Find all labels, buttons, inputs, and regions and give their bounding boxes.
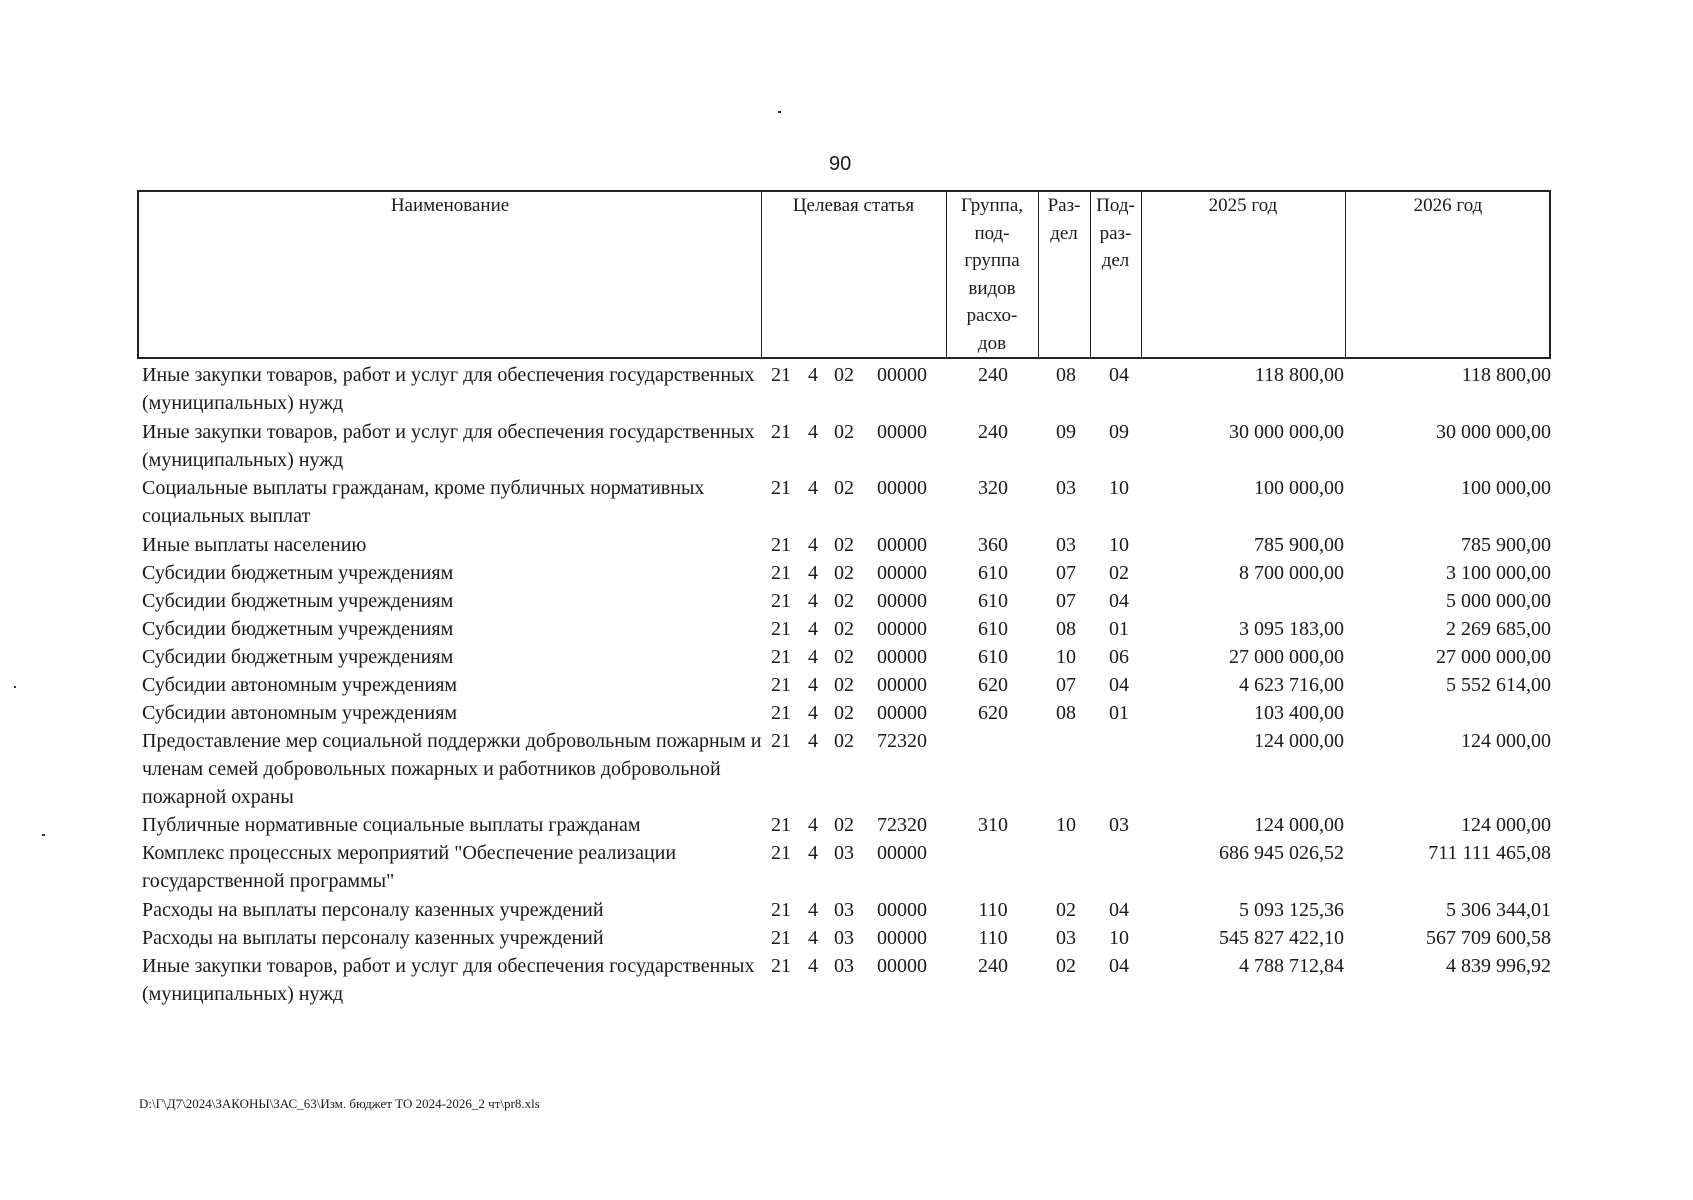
row-name: Иные закупки товаров, работ и услуг для обеспечения государственных (муниципальных) нужд [142,364,755,414]
row-name: Расходы на выплаты персоналу казенных учреждений [142,899,604,921]
target-code-1: 21 [771,618,791,640]
amount-2025: 4 623 716,00 [1239,674,1344,696]
target-code-2: 4 [808,927,818,949]
target-code-3: 02 [834,534,854,556]
section-code: 07 [1056,590,1076,612]
amount-2026: 5 552 614,00 [1446,674,1551,696]
amount-2025: 103 400,00 [1254,702,1344,724]
row-name: Субсидии бюджетным учреждениям [142,562,454,584]
target-code-4: 00000 [877,899,927,921]
target-code-1: 21 [771,534,791,556]
target-code-1: 21 [771,842,791,864]
subsection-code: 04 [1109,674,1129,696]
amount-2025: 27 000 000,00 [1229,646,1344,668]
amount-2025: 8 700 000,00 [1239,562,1344,584]
target-code-4: 00000 [877,534,927,556]
target-code-2: 4 [808,702,818,724]
table-row [0,952,1693,1005]
amount-2026: 100 000,00 [1461,477,1551,499]
subsection-code: 10 [1109,927,1129,949]
page-number: 90 [829,153,852,175]
table-row [0,924,1693,952]
amount-2026: 118 800,00 [1461,364,1551,386]
target-code-3: 02 [834,421,854,443]
target-code-4: 00000 [877,477,927,499]
amount-2026: 5 000 000,00 [1446,590,1551,612]
target-code-2: 4 [808,814,818,836]
amount-2026: 2 269 685,00 [1446,618,1551,640]
section-code: 03 [1056,477,1076,499]
target-code-2: 4 [808,674,818,696]
target-code-2: 4 [808,421,818,443]
table-row [0,811,1693,839]
expense-group: 320 [978,477,1008,499]
scan-speck [14,686,16,688]
target-code-3: 03 [834,955,854,977]
header-group: Группа, под- группа видов расхо- дов [960,195,1024,354]
target-code-4: 00000 [877,955,927,977]
row-name: Комплекс процессных мероприятий "Обеспечение реализации государственной программы" [142,842,677,892]
subsection-code: 03 [1109,814,1129,836]
target-code-4: 00000 [877,364,927,386]
amount-2025: 3 095 183,00 [1239,618,1344,640]
row-name: Расходы на выплаты персоналу казенных учреждений [142,927,604,949]
target-code-3: 02 [834,646,854,668]
target-code-4: 00000 [877,674,927,696]
expense-group: 360 [978,534,1008,556]
target-code-2: 4 [808,842,818,864]
target-code-1: 21 [771,421,791,443]
header-name: Наименование [390,195,510,216]
section-code: 09 [1056,421,1076,443]
header-target: Целевая статья [792,195,915,216]
amount-2026: 5 306 344,01 [1446,899,1551,921]
amount-2025: 4 788 712,84 [1239,955,1344,977]
row-name: Субсидии автономным учреждениям [142,702,458,724]
target-code-1: 21 [771,702,791,724]
row-name: Иные выплаты населению [142,534,367,556]
amount-2025: 118 800,00 [1254,364,1344,386]
amount-2026: 785 900,00 [1461,534,1551,556]
subsection-code: 01 [1109,702,1129,724]
table-row [0,643,1693,671]
target-code-2: 4 [808,730,818,752]
header-2026: 2026 год [1413,195,1483,216]
target-code-2: 4 [808,955,818,977]
section-code: 03 [1056,534,1076,556]
target-code-4: 72320 [877,730,927,752]
section-code: 07 [1056,674,1076,696]
scan-speck [778,111,781,113]
section-code: 03 [1056,927,1076,949]
subsection-code: 04 [1109,899,1129,921]
target-code-4: 00000 [877,842,927,864]
amount-2025: 545 827 422,10 [1219,927,1344,949]
subsection-code: 04 [1109,364,1129,386]
target-code-3: 02 [834,477,854,499]
subsection-code: 09 [1109,421,1129,443]
target-code-3: 02 [834,618,854,640]
row-name: Публичные нормативные социальные выплаты гражданам [142,814,641,836]
table-row [0,531,1693,559]
target-code-4: 72320 [877,814,927,836]
row-name: Субсидии автономным учреждениям [142,674,458,696]
amount-2025: 785 900,00 [1254,534,1344,556]
header-subsection: Под- раз- дел [1096,195,1135,271]
header-section: Раз- дел [1047,195,1081,244]
table-row [0,474,1693,527]
target-code-1: 21 [771,590,791,612]
expense-group: 240 [978,421,1008,443]
expense-group: 610 [978,618,1008,640]
amount-2025: 100 000,00 [1254,477,1344,499]
subsection-code: 10 [1109,534,1129,556]
amount-2026: 4 839 996,92 [1446,955,1551,977]
table-row [0,896,1693,924]
target-code-2: 4 [808,646,818,668]
table-header [137,190,1551,359]
subsection-code: 02 [1109,562,1129,584]
section-code: 08 [1056,702,1076,724]
row-name: Социальные выплаты гражданам, кроме публичных нормативных социальных выплат [142,477,705,527]
subsection-code: 01 [1109,618,1129,640]
amount-2026: 711 111 465,08 [1428,842,1551,864]
amount-2026: 124 000,00 [1461,730,1551,752]
target-code-1: 21 [771,646,791,668]
target-code-3: 03 [834,842,854,864]
subsection-code: 06 [1109,646,1129,668]
section-code: 08 [1056,618,1076,640]
table-row [0,361,1693,414]
row-name: Иные закупки товаров, работ и услуг для обеспечения государственных (муниципальных) нужд [142,421,755,471]
table-row [0,559,1693,587]
target-code-3: 02 [834,590,854,612]
target-code-2: 4 [808,590,818,612]
expense-group: 620 [978,702,1008,724]
subsection-code: 10 [1109,477,1129,499]
section-code: 02 [1056,899,1076,921]
target-code-1: 21 [771,927,791,949]
header-2025: 2025 год [1208,195,1278,216]
section-code: 10 [1056,814,1076,836]
target-code-4: 00000 [877,646,927,668]
target-code-2: 4 [808,534,818,556]
target-code-3: 02 [834,674,854,696]
amount-2026: 30 000 000,00 [1436,421,1551,443]
target-code-3: 02 [834,702,854,724]
target-code-4: 00000 [877,421,927,443]
target-code-1: 21 [771,364,791,386]
file-path: D:\Г\Д7\2024\ЗАКОНЫ\ЗАС_63\Изм. бюджет ТО 2024-2026_2 чт\pr8.xls [139,1096,540,1111]
row-name: Субсидии бюджетным учреждениям [142,618,454,640]
row-name: Иные закупки товаров, работ и услуг для обеспечения государственных (муниципальных) нужд [142,955,755,1005]
expense-group: 610 [978,590,1008,612]
target-code-3: 02 [834,730,854,752]
target-code-1: 21 [771,477,791,499]
expense-group: 240 [978,364,1008,386]
amount-2025: 124 000,00 [1254,814,1344,836]
expense-group: 610 [978,646,1008,668]
target-code-4: 00000 [877,927,927,949]
amount-2026: 3 100 000,00 [1446,562,1551,584]
subsection-code: 04 [1109,955,1129,977]
amount-2025: 686 945 026,52 [1219,842,1344,864]
amount-2026: 27 000 000,00 [1436,646,1551,668]
target-code-1: 21 [771,814,791,836]
section-code: 10 [1056,646,1076,668]
target-code-2: 4 [808,899,818,921]
subsection-code: 04 [1109,590,1129,612]
target-code-3: 02 [834,562,854,584]
target-code-1: 21 [771,955,791,977]
section-code: 08 [1056,364,1076,386]
row-name: Субсидии бюджетным учреждениям [142,646,454,668]
row-name: Субсидии бюджетным учреждениям [142,590,454,612]
target-code-2: 4 [808,562,818,584]
table-row [0,671,1693,699]
target-code-1: 21 [771,730,791,752]
target-code-4: 00000 [877,618,927,640]
amount-2026: 567 709 600,58 [1426,927,1551,949]
scan-speck [42,834,45,836]
table-row [0,699,1693,727]
table-row [0,839,1693,892]
amount-2025: 30 000 000,00 [1229,421,1344,443]
table-row [0,418,1693,471]
target-code-2: 4 [808,364,818,386]
target-code-1: 21 [771,899,791,921]
expense-group: 310 [978,814,1008,836]
section-code: 02 [1056,955,1076,977]
section-code: 07 [1056,562,1076,584]
target-code-4: 00000 [877,590,927,612]
amount-2025: 124 000,00 [1254,730,1344,752]
target-code-4: 00000 [877,702,927,724]
amount-2025: 5 093 125,36 [1239,899,1344,921]
table-row [0,615,1693,643]
target-code-2: 4 [808,477,818,499]
target-code-3: 03 [834,927,854,949]
target-code-3: 03 [834,899,854,921]
target-code-2: 4 [808,618,818,640]
expense-group: 240 [978,955,1008,977]
expense-group: 110 [978,927,1008,949]
target-code-1: 21 [771,562,791,584]
target-code-1: 21 [771,674,791,696]
target-code-4: 00000 [877,562,927,584]
expense-group: 610 [978,562,1008,584]
target-code-3: 02 [834,364,854,386]
table-row [0,727,1693,808]
amount-2026: 124 000,00 [1461,814,1551,836]
row-name: Предоставление мер социальной поддержки добровольным пожарным и членам семей добровольных пожарных и работников добровольной пожарной охраны [142,730,762,808]
target-code-3: 02 [834,814,854,836]
table-row [0,587,1693,615]
expense-group: 110 [978,899,1008,921]
expense-group: 620 [978,674,1008,696]
